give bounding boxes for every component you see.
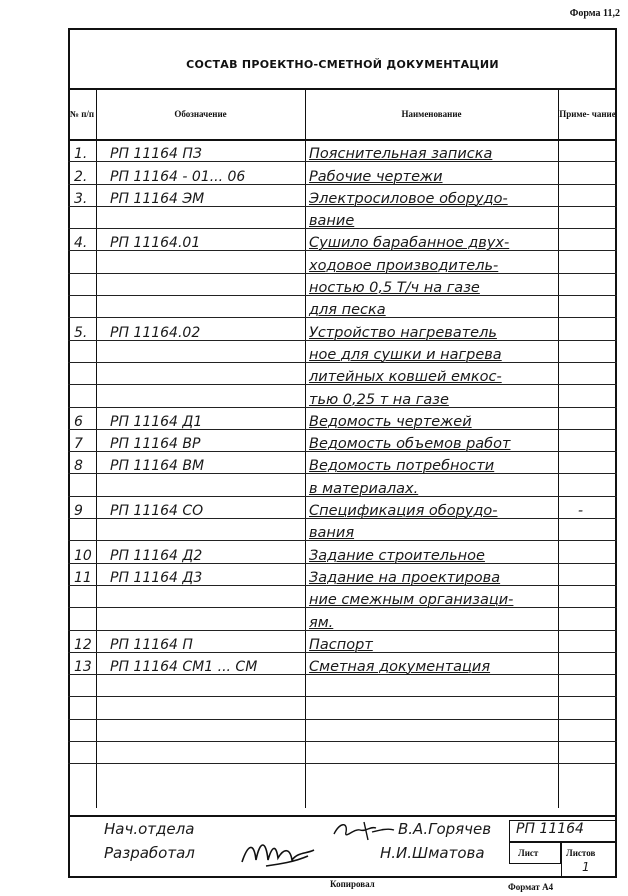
row-note <box>558 675 628 698</box>
row-note <box>558 229 628 252</box>
row-name: Паспорт <box>309 636 373 653</box>
row-note <box>558 162 628 185</box>
stamp-sheets-value: 1 <box>582 860 590 874</box>
table-row <box>68 274 617 296</box>
row-designation <box>96 742 319 765</box>
table-row <box>68 720 617 742</box>
row-designation <box>96 252 319 275</box>
table-header <box>68 90 617 141</box>
row-name: ходовое производитель- <box>309 257 499 274</box>
row-name: Сметная документация <box>309 659 491 676</box>
row-number: 7 <box>74 436 83 453</box>
table-row <box>68 631 617 653</box>
row-note <box>558 296 628 319</box>
column-header-note: Приме- чание <box>559 108 616 119</box>
row-designation: РП 11164 - 01... 06 <box>110 168 246 185</box>
row-designation: РП 11164.01 <box>110 235 201 252</box>
row-designation <box>96 207 319 230</box>
row-name: Электросиловое оборудо- <box>309 190 508 207</box>
row-note <box>558 385 628 408</box>
row-number: 9 <box>74 503 83 520</box>
row-number: 12 <box>74 636 92 653</box>
row-note: - <box>578 503 584 520</box>
row-note <box>558 140 628 163</box>
row-designation: РП 11164 ВР <box>110 436 201 453</box>
row-note <box>558 363 628 386</box>
row-note <box>558 408 628 431</box>
row-note <box>558 631 628 654</box>
row-designation: РП 11164 ЭМ <box>110 190 205 207</box>
row-note <box>558 541 628 564</box>
footer-format: Формат А4 <box>508 882 554 892</box>
stamp-doc-code: РП 11164 <box>516 821 584 837</box>
row-number: 4. <box>74 235 88 252</box>
row-designation: РП 11164 П <box>110 636 193 653</box>
row-name: Устройство нагреватель <box>309 324 497 341</box>
stamp-divider <box>68 815 617 817</box>
table-row <box>68 497 617 519</box>
table-row <box>68 608 617 630</box>
row-name: Ведомость объемов работ <box>309 436 511 453</box>
row-name: вания <box>309 525 355 542</box>
form-label: Форма 11,2 <box>569 8 620 19</box>
table <box>68 90 617 141</box>
row-name: Задание на проектирова <box>309 569 501 586</box>
row-name: тью 0,25 т на газе <box>309 391 449 408</box>
row-designation <box>96 296 319 319</box>
stamp-role-head: Нач.отдела <box>104 820 195 838</box>
row-designation <box>96 720 319 743</box>
stamp-sheets-label: Листов <box>566 848 596 858</box>
row-designation <box>96 586 319 609</box>
row-designation: РП 11164 Д1 <box>110 413 203 430</box>
column-header-name: Наименование <box>401 108 462 119</box>
row-note <box>558 720 628 743</box>
table-row <box>68 653 617 675</box>
row-note <box>558 698 628 721</box>
row-name: Ведомость потребности <box>309 458 495 475</box>
row-note <box>558 185 628 208</box>
stamp-person-head: В.А.Горячев <box>398 820 492 838</box>
row-note <box>558 430 628 453</box>
row-note <box>558 564 628 587</box>
row-number: 5. <box>74 324 88 341</box>
table-row <box>68 742 617 764</box>
row-designation <box>96 698 319 721</box>
row-name: ностью 0,5 Т/ч на газе <box>309 280 480 297</box>
row-note <box>558 252 628 275</box>
table-row <box>68 252 617 274</box>
row-designation: РП 11164 ПЗ <box>110 146 202 163</box>
row-designation <box>96 608 319 631</box>
row-name <box>305 698 562 721</box>
table-row <box>68 140 617 162</box>
row-note <box>558 274 628 297</box>
table-row <box>68 519 617 541</box>
table-row <box>68 430 617 452</box>
row-note <box>558 318 628 341</box>
row-name: литейных ковшей емкос- <box>309 369 502 386</box>
row-number: 6 <box>74 413 83 430</box>
table-row <box>68 363 617 385</box>
table-row <box>68 452 617 474</box>
row-note <box>558 452 628 475</box>
signature-developer <box>236 834 326 874</box>
table-row <box>68 675 617 697</box>
table-row <box>68 296 617 318</box>
table-row <box>68 229 617 251</box>
column-header-num: № п/п <box>69 108 95 119</box>
table-row <box>68 318 617 340</box>
stamp-person-developer: Н.И.Шматова <box>380 844 485 862</box>
row-designation: РП 11164 Д2 <box>110 547 203 564</box>
row-note <box>558 586 628 609</box>
signature-head <box>330 818 400 844</box>
row-name <box>305 742 562 765</box>
column-header-designation: Обозначение <box>174 108 227 119</box>
row-note <box>558 608 628 631</box>
row-designation <box>96 385 319 408</box>
row-name: Ведомость чертежей <box>309 413 472 430</box>
row-note <box>558 519 628 542</box>
row-designation: РП 11164 СО <box>110 503 204 520</box>
row-note <box>558 207 628 230</box>
row-number: 8 <box>74 458 83 475</box>
row-designation: РП 11164 Д3 <box>110 569 203 586</box>
table-row <box>68 385 617 407</box>
row-name: Рабочие чертежи <box>309 168 443 185</box>
row-number: 3. <box>74 190 88 207</box>
row-name: ние смежным организаци- <box>309 592 514 609</box>
table-row <box>68 341 617 363</box>
row-name <box>305 720 562 743</box>
table-row <box>68 207 617 229</box>
table-row <box>68 698 617 720</box>
row-name: вание <box>309 213 355 230</box>
row-name: Пояснительная записка <box>309 146 493 163</box>
stamp-role-developer: Разработал <box>104 844 195 862</box>
row-designation <box>96 675 319 698</box>
table-row <box>68 185 617 207</box>
page-title: СОСТАВ ПРОЕКТНО-СМЕТНОЙ ДОКУМЕНТАЦИИ <box>186 58 499 71</box>
row-name: для песка <box>309 302 386 319</box>
row-designation <box>96 363 319 386</box>
row-number: 2. <box>74 168 88 185</box>
row-note <box>558 341 628 364</box>
row-note <box>558 475 628 498</box>
table-row <box>68 541 617 563</box>
table-row <box>68 475 617 497</box>
footer-copied: Копировал <box>330 879 375 889</box>
row-name: Сушило барабанное двух- <box>309 235 510 252</box>
row-name: ям. <box>309 614 334 631</box>
row-designation: РП 11164.02 <box>110 324 201 341</box>
row-designation <box>96 274 319 297</box>
table-row <box>68 408 617 430</box>
row-name: Спецификация оборудо- <box>309 503 498 520</box>
row-name <box>305 675 562 698</box>
row-number: 10 <box>74 547 92 564</box>
row-name: в материалах. <box>309 480 419 497</box>
row-designation <box>96 519 319 542</box>
row-designation: РП 11164 ВМ <box>110 458 205 475</box>
row-note <box>558 653 628 676</box>
row-designation <box>96 341 319 364</box>
stamp-sheet-label: Лист <box>518 848 539 858</box>
table-row <box>68 586 617 608</box>
row-number: 1. <box>74 146 88 163</box>
row-designation <box>96 475 319 498</box>
table-row <box>68 564 617 586</box>
row-name: ное для сушки и нагрева <box>309 346 502 363</box>
row-note <box>558 742 628 765</box>
row-designation: РП 11164 СМ1 ... СМ <box>110 659 258 676</box>
row-name: Задание строительное <box>309 547 485 564</box>
table-row <box>68 162 617 184</box>
row-number: 11 <box>74 569 92 586</box>
row-number: 13 <box>74 659 92 676</box>
